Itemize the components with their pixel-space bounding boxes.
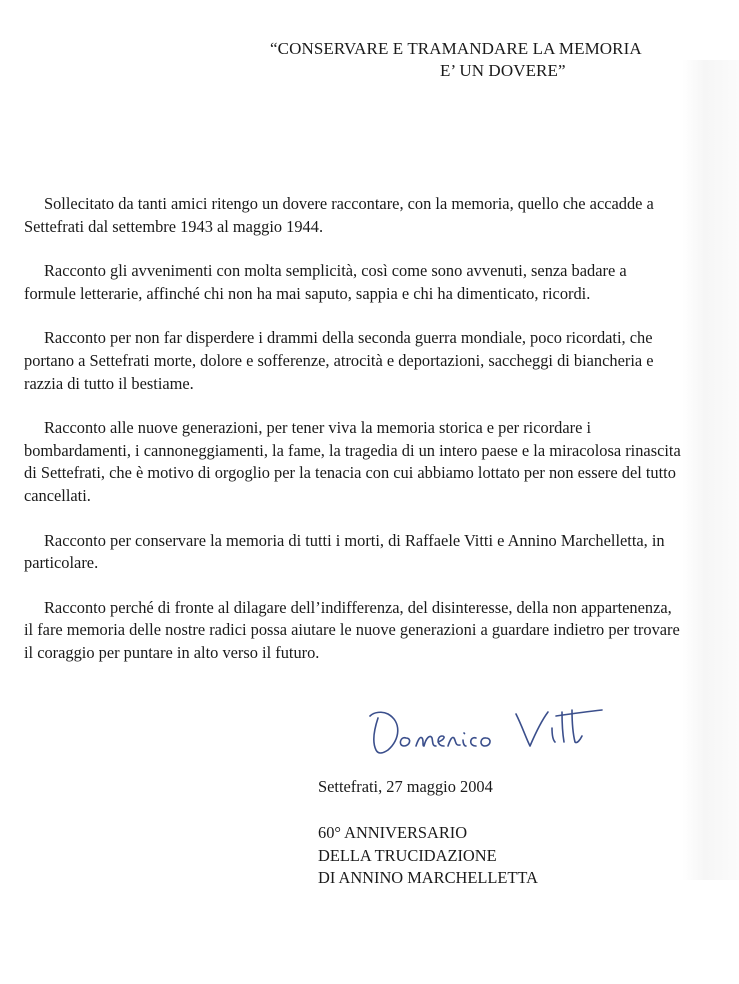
anniversary-line-3: DI ANNINO MARCHELLETTA: [318, 868, 538, 887]
paragraph: Racconto per conservare la memoria di tutti i morti, di Raffaele Vitti e Annino Marchelletta, in particolare.: [24, 530, 665, 573]
anniversary-caption: [318, 822, 538, 890]
paragraph: Racconto per non far disperdere i drammi della seconda guerra mondiale, poco ricordati, che portano a Settefrati morte, dolore e sofferenze, atrocità e deportazioni, saccheggi di biancheria e razzia di tutto il bestiame.: [24, 328, 654, 393]
paragraph: Racconto alle nuove generazioni, per tener viva la memoria storica e per ricordare i bombardamenti, i cannoneggiamenti, la fame, la tragedia di un intero paese e la miracolosa rinascita di Settefrati, che è motivo di orgoglio per la tenacia con cui abbiamo lottato per non essere del tutto cancellati.: [24, 418, 681, 505]
anniversary-line-2: DELLA TRUCIDAZIONE: [318, 845, 497, 865]
motto-line-2: E’ UN DOVERE”: [440, 61, 566, 80]
motto-line-1: “CONSERVARE E TRAMANDARE LA MEMORIA: [270, 39, 642, 58]
paragraph: Racconto perché di fronte al dilagare dell’indifferenza, del disinteresse, della non appartenenza, il fare memoria delle nostre radici possa aiutare le nuove generazioni a guardare indietro per trovare il coraggio per puntare in alto verso il futuro.: [24, 597, 680, 662]
place-and-date: Settefrati, 27 maggio 2004: [318, 777, 493, 796]
handwritten-signature: [366, 696, 616, 766]
motto-heading: [270, 38, 690, 82]
paragraph: Sollecitato da tanti amici ritengo un dovere raccontare, con la memoria, quello che accadde a Settefrati dal settembre 1943 al maggio 1944.: [24, 194, 654, 236]
paragraph: Racconto gli avvenimenti con molta semplicità, così come sono avvenuti, senza badare a formule letterarie, affinché chi non ha mai saputo, sappia e chi ha dimenticato, ricordi.: [24, 261, 627, 303]
letter-body: [24, 193, 682, 665]
anniversary-line-1: 60° ANNIVERSARIO: [318, 823, 468, 842]
scan-edge-shadow: [682, 60, 739, 880]
